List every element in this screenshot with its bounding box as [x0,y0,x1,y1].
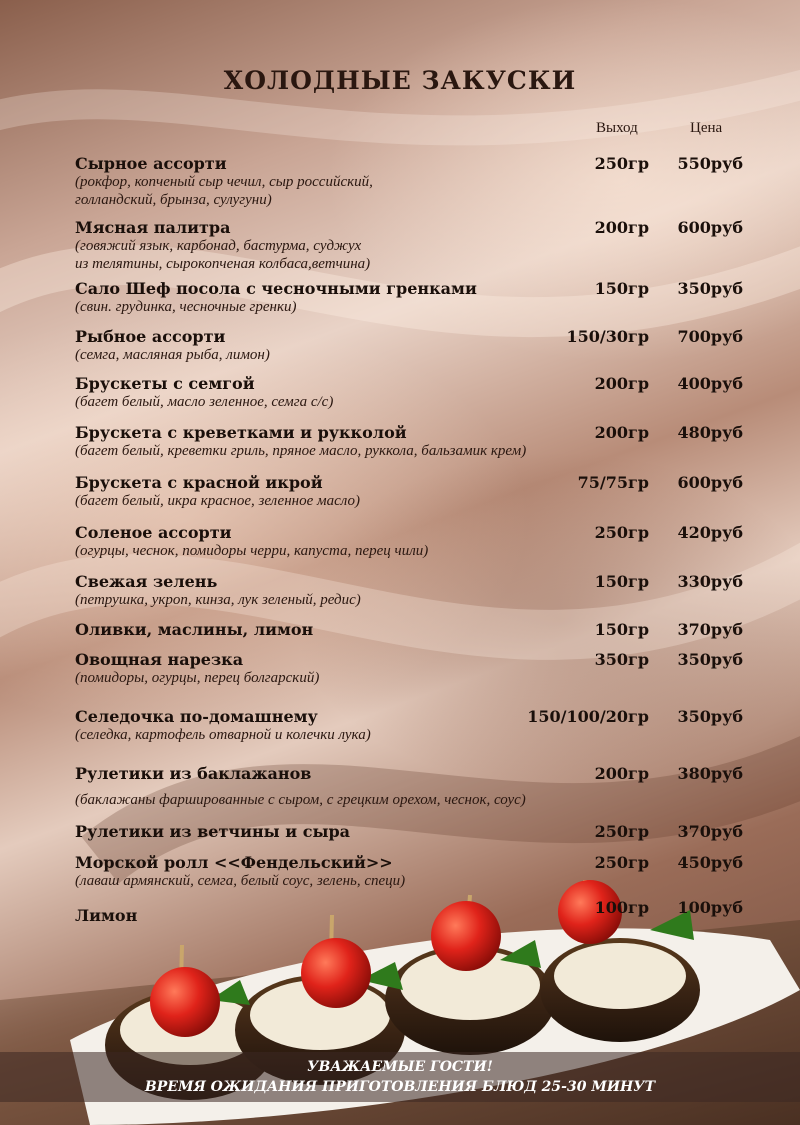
item-weight: 200гр [594,374,649,393]
item-name: Брускета с красной икрой [75,473,323,492]
menu-item [75,473,755,510]
item-name: Сало Шеф посола с чесночными гренками [75,279,477,298]
item-price: 370руб [677,620,743,639]
menu-item [75,650,755,687]
item-description: (говяжий язык, карбонад, бастурма, суджух из телятины, сырокопченая колбаса,ветчина) [75,238,371,272]
item-weight: 150/100/20гр [527,707,649,726]
column-header-price: Цена [690,120,723,136]
item-price: 550руб [677,154,743,173]
menu-item [75,423,755,460]
item-description: (огурцы, чеснок, помидоры черри, капуста, перец чили) [75,543,429,559]
item-weight: 150гр [594,620,649,639]
item-name: Оливки, маслины, лимон [75,620,314,639]
item-name: Морской ролл <<Фендельский>> [75,853,393,872]
item-price: 330руб [677,572,743,591]
item-description: (баклажаны фаршированные с сыром, с грецким орехом, чеснок, соус) [75,792,526,808]
item-price: 600руб [677,473,743,492]
item-description: (лаваш армянский, семга, белый соус, зелень, специ) [75,873,406,889]
item-description: (петрушка, укроп, кинза, лук зеленый, редис) [75,592,361,608]
menu-item [75,523,755,560]
footer-line-wait-time: ВРЕМЯ ОЖИДАНИЯ ПРИГОТОВЛЕНИЯ БЛЮД 25-30 МИНУТ [144,1079,656,1095]
item-name: Овощная нарезка [75,650,244,669]
item-name: Селедочка по-домашнему [75,707,318,726]
item-name: Рулетики из ветчины и сыра [75,822,351,841]
menu-item [75,572,755,609]
item-description: (помидоры, огурцы, перец болгарский) [75,670,320,686]
item-name: Лимон [75,906,138,925]
item-price: 350руб [677,650,743,669]
item-weight: 200гр [594,764,649,783]
item-description: (багет белый, икра красное, зеленное масло) [75,493,360,509]
item-name: Рулетики из баклажанов [75,764,312,783]
item-weight: 150гр [594,279,649,298]
item-description: (багет белый, масло зеленное, семга с/с) [75,394,334,410]
item-price: 420руб [677,523,743,542]
page-title: ХОЛОДНЫЕ ЗАКУСКИ [223,66,577,95]
menu-item [75,327,755,364]
item-description: (свин. грудинка, чесночные гренки) [75,299,297,315]
item-weight: 150/30гр [566,327,649,346]
item-price: 600руб [677,218,743,237]
item-weight: 250гр [594,154,649,173]
item-price: 450руб [677,853,743,872]
menu-item [75,764,755,809]
item-description: (рокфор, копченый сыр чечил, сыр российский, голландский, брынза, сулугуни) [75,174,373,208]
item-name: Свежая зелень [75,572,218,591]
menu-item [75,620,755,639]
column-header-weight: Выход [596,120,638,136]
item-weight: 200гр [594,218,649,237]
item-weight: 250гр [594,853,649,872]
footer-line-greeting: УВАЖАЕМЫЕ ГОСТИ! [307,1059,493,1075]
item-price: 350руб [677,279,743,298]
item-name: Брускеты с семгой [75,374,255,393]
item-name: Сырное ассорти [75,154,227,173]
item-price: 700руб [677,327,743,346]
item-price: 370руб [677,822,743,841]
menu-item [75,898,755,925]
item-price: 350руб [677,707,743,726]
item-description: (семга, масляная рыба, лимон) [75,347,270,363]
menu-item [75,374,755,411]
menu-item [75,218,755,273]
item-description: (багет белый, креветки гриль, пряное масло, руккола, бальзамик крем) [75,443,527,459]
item-name: Соленое ассорти [75,523,232,542]
item-weight: 250гр [594,523,649,542]
item-price: 480руб [677,423,743,442]
item-weight: 350гр [594,650,649,669]
item-weight: 200гр [594,423,649,442]
item-description: (селедка, картофель отварной и колечки лука) [75,727,371,743]
menu-item [75,822,755,841]
menu-item [75,154,755,209]
item-price: 100руб [677,898,743,917]
item-weight: 75/75гр [577,473,649,492]
footer-notice [0,1052,800,1102]
menu-item [75,279,755,316]
item-price: 400руб [677,374,743,393]
item-name: Мясная палитра [75,218,231,237]
item-weight: 150гр [594,572,649,591]
item-name: Рыбное ассорти [75,327,226,346]
item-name: Брускета с креветками и рукколой [75,423,407,442]
item-price: 380руб [677,764,743,783]
menu-item [75,707,755,744]
item-weight: 250гр [594,822,649,841]
item-weight: 100гр [594,898,649,917]
